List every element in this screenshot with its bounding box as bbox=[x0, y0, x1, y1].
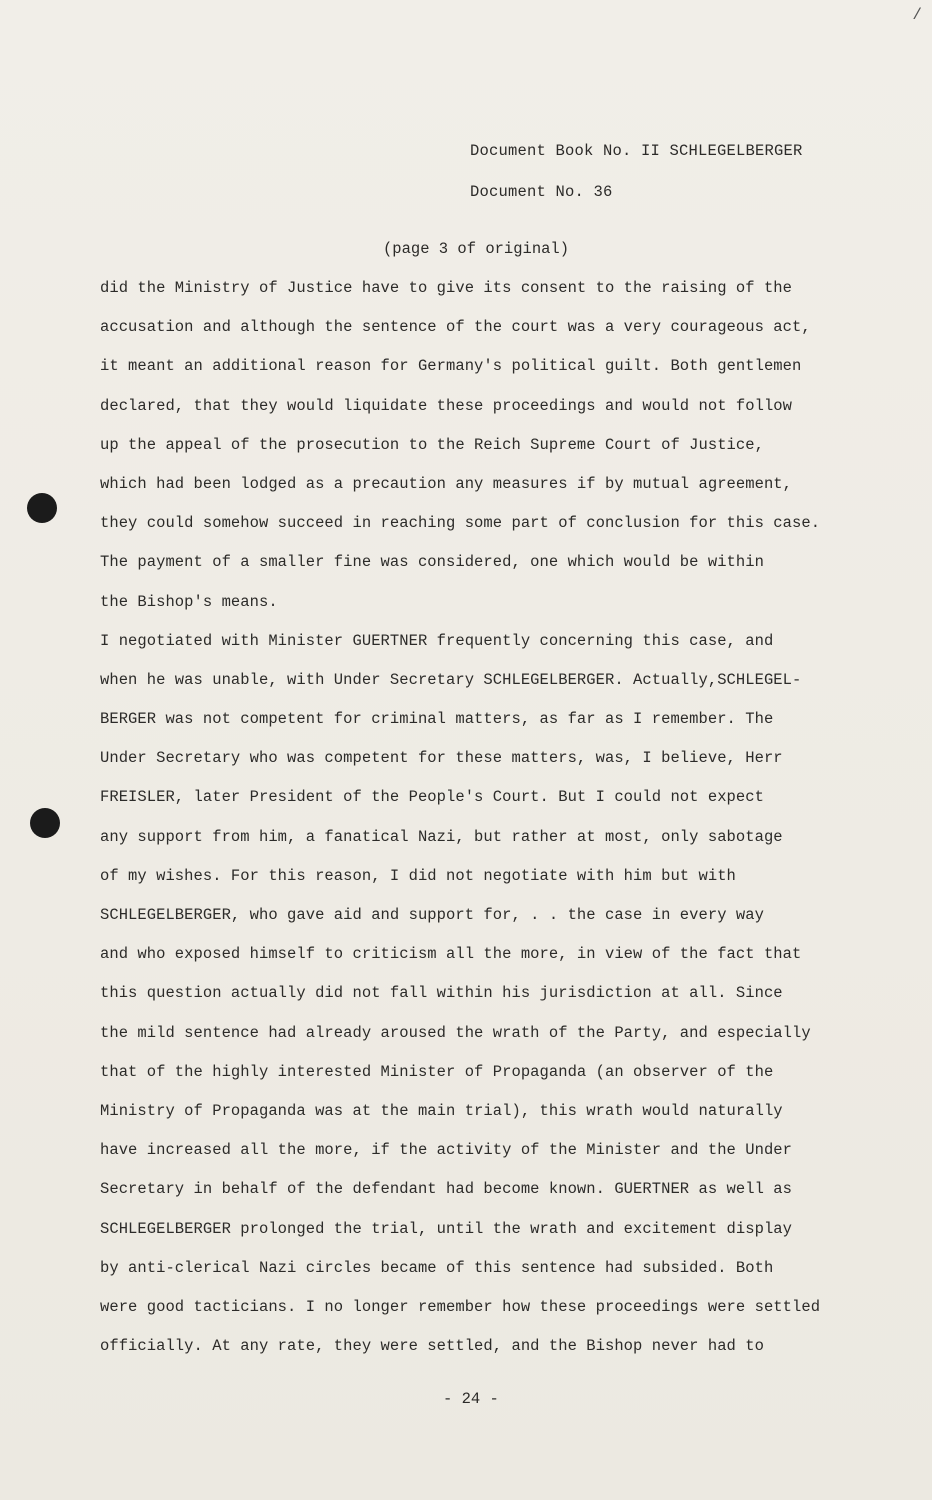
text-line: were good tacticians. I no longer remember how these proceedings were settled bbox=[100, 1297, 821, 1316]
text-line: BERGER was not competent for criminal matters, as far as I remember. The bbox=[100, 710, 774, 729]
text-line: declared, that they would liquidate these proceedings and would not follow bbox=[100, 396, 793, 415]
text-line: it meant an additional reason for Germany's political guilt. Both gentlemen bbox=[100, 357, 802, 376]
page-reference: (page 3 of original) bbox=[383, 240, 570, 258]
punch-hole-icon bbox=[27, 493, 57, 523]
text-line: the Bishop's means. bbox=[100, 592, 278, 611]
text-line: The payment of a smaller fine was considered, one which would be within bbox=[100, 553, 764, 572]
document-book-header: Document Book No. II SCHLEGELBERGER bbox=[470, 142, 803, 160]
text-line: they could somehow succeed in reaching some part of conclusion for this case. bbox=[100, 514, 821, 533]
text-line: of my wishes. For this reason, I did not negotiate with him but with bbox=[100, 866, 736, 885]
text-line: accusation and although the sentence of the court was a very courageous act, bbox=[100, 318, 811, 337]
text-line: did the Ministry of Justice have to give its consent to the raising of the bbox=[100, 279, 793, 297]
text-line: have increased all the more, if the activity of the Minister and the Under bbox=[100, 1141, 793, 1160]
punch-hole-icon bbox=[30, 808, 60, 838]
text-line: FREISLER, later President of the People's Court. But I could not expect bbox=[100, 788, 764, 807]
text-line: any support from him, a fanatical Nazi, but rather at most, only sabotage bbox=[100, 827, 783, 846]
text-line: and who exposed himself to criticism all the more, in view of the fact that bbox=[100, 945, 802, 964]
text-line: Under Secretary who was competent for these matters, was, I believe, Herr bbox=[100, 749, 783, 768]
document-number-header: Document No. 36 bbox=[470, 183, 613, 201]
body-text bbox=[100, 278, 860, 1375]
text-line: up the appeal of the prosecution to the Reich Supreme Court of Justice, bbox=[100, 435, 764, 454]
text-line: that of the highly interested Minister of Propaganda (an observer of the bbox=[100, 1062, 774, 1081]
text-line: which had been lodged as a precaution any measures if by mutual agreement, bbox=[100, 474, 793, 493]
text-line: I negotiated with Minister GUERTNER frequently concerning this case, and bbox=[100, 631, 774, 650]
corner-mark: / bbox=[912, 6, 922, 24]
text-line: this question actually did not fall within his jurisdiction at all. Since bbox=[100, 984, 783, 1003]
text-line: Secretary in behalf of the defendant had become known. GUERTNER as well as bbox=[100, 1180, 793, 1199]
text-line: Ministry of Propaganda was at the main trial), this wrath would naturally bbox=[100, 1101, 783, 1120]
text-line: officially. At any rate, they were settled, and the Bishop never had to bbox=[100, 1337, 764, 1356]
text-line: SCHLEGELBERGER, who gave aid and support for, . . the case in every way bbox=[100, 906, 764, 924]
text-line: by anti-clerical Nazi circles became of this sentence had subsided. Both bbox=[100, 1258, 774, 1277]
page-number: - 24 - bbox=[443, 1390, 499, 1408]
text-line: when he was unable, with Under Secretary SCHLEGELBERGER. Actually,SCHLEGEL- bbox=[100, 670, 802, 689]
text-line: SCHLEGELBERGER prolonged the trial, until the wrath and excitement display bbox=[100, 1219, 793, 1238]
text-line: the mild sentence had already aroused the wrath of the Party, and especially bbox=[100, 1023, 811, 1042]
